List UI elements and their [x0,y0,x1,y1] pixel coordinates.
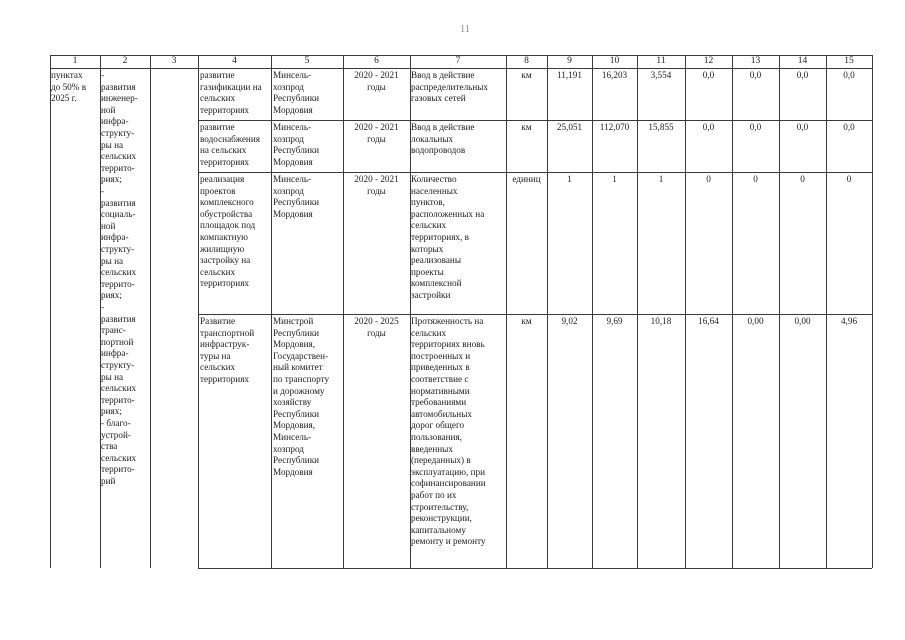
indicator-text: локальных [411,133,454,144]
direction-text-line: - благо- [101,418,131,428]
value-cell: 1 [612,174,617,184]
column-number: 10 [609,56,620,66]
indicator-text: капитальному [411,524,466,535]
column-number: 1 [72,56,78,66]
activity-text: развитие [200,70,235,80]
column-number: 3 [171,56,177,66]
period-text: 2020 - 2021 [354,70,399,80]
column-number: 14 [797,56,808,66]
indicator-text: введенных [411,443,453,454]
indicator-text: пользования, [411,432,462,442]
value-cell: 0,0 [796,70,809,80]
column-border [198,55,199,568]
goal-text-line: пунктах [51,70,83,80]
indicator-text: водопроводов [411,145,466,156]
direction-text-line: структу- [101,128,135,138]
period-text: годы [367,81,386,92]
value-cell: 9,69 [606,316,623,326]
column-number: 9 [567,56,572,66]
value-cell: 10,18 [650,316,672,326]
value-cell: 0 [800,174,805,184]
direction-text-line: риях; [101,406,122,417]
indicator-text: территориях, в [411,232,469,242]
activity-text: площадок под [200,220,256,231]
indicator-text: строительству, [411,501,469,512]
direction-text-line: - [101,70,105,80]
indicator-text: нормативными [411,385,470,396]
executor-text: Минстрой [273,316,314,326]
direction-text-line: ной [101,104,116,115]
indicator-text: застройки [411,290,451,300]
executor-text: Мордовия, [273,420,316,431]
column-number: 6 [374,56,379,66]
activity-text: обустройства [200,208,253,219]
indicator-text: Количество [411,174,457,184]
executor-text: Республики [273,93,320,104]
unit-text: км [521,316,532,326]
indicator-text: работ по их [411,490,457,500]
column-number: 15 [844,56,854,66]
column-number: 8 [524,56,529,66]
activity-text: водоснабжения [200,133,260,144]
direction-text-line: террито- [101,464,135,475]
executor-text: Мордовия [273,156,313,167]
indicator-text: реконструкции, [411,513,472,524]
activity-text: застройку на [200,255,251,266]
direction-text-line: устрой- [101,429,131,440]
executor-text: Республики [273,145,320,156]
indicator-text: комплексной [411,278,462,289]
value-cell: 0,0 [702,70,715,80]
direction-text-line: инфра- [101,232,129,243]
direction-text-line: ства [101,441,118,452]
value-cell: 25,051 [556,122,583,132]
period-text: 2020 - 2021 [354,122,399,132]
column-number: 11 [656,56,666,66]
indicator-text: (переданных) в [411,455,471,466]
direction-text-line: ры на [101,371,124,382]
indicator-text: территориях вновь [411,339,485,350]
activity-text: проектов [200,185,236,196]
page-number: 11 [460,24,470,35]
direction-text-line: - [101,186,105,196]
executor-text: по транспорту [273,374,330,384]
executor-text: Республики [273,327,320,338]
value-cell: 0,00 [794,316,811,326]
column-border [271,55,272,568]
indicator-text: газовых сетей [411,93,466,104]
value-cell: 4,96 [840,316,858,326]
value-cell: 3,554 [650,70,672,80]
indicator-text: сельских [411,327,447,338]
value-cell: 0 [753,174,758,184]
period-text: годы [367,327,386,338]
row-divider [198,172,872,173]
executor-text: Минсель- [273,174,312,184]
column-border [50,55,51,568]
unit-text: км [521,70,532,80]
executor-text: Мордовия [273,466,313,477]
activity-text: реализация [200,174,245,184]
indicator-text: пунктов, [411,197,445,208]
column-number: 2 [122,56,128,66]
value-cell: 1 [658,174,664,184]
goal-text-line: до 50% в [51,81,87,92]
activity-text: на сельских [200,145,247,156]
column-number: 12 [703,56,714,66]
indicator-text: автомобильных [411,408,472,419]
executor-text: Минсель- [273,70,312,80]
value-cell: 0,0 [749,70,762,80]
direction-text-line: инфра- [101,348,129,359]
indicator-text: дорог общего [411,420,465,431]
direction-text-line: транс- [101,325,126,336]
goal-text-line: 2025 г. [51,93,77,104]
direction-text-line: ной [101,220,116,231]
activity-text: развитие [200,122,235,132]
executor-text: Минсель- [273,122,312,132]
period-text: 2020 - 2025 [354,316,399,326]
executor-text: Минсель- [273,432,312,442]
activity-text: сельских [200,362,236,373]
executor-text: хозпрод [273,443,304,454]
value-cell: 9,02 [561,316,578,326]
executor-text: хозпрод [273,133,304,144]
indicator-text: требованиями [411,397,467,408]
period-text: 2020 - 2021 [354,174,399,184]
direction-text-line: сельских [101,452,137,463]
period-text: годы [367,185,386,196]
direction-text-line: террито- [101,278,135,289]
direction-text-line: - [101,302,105,312]
column-number: 4 [232,56,237,66]
indicator-text: Ввод в действие [411,70,475,80]
executor-text: Государствен- [273,350,329,361]
indicator-text: которых [411,243,444,254]
direction-text-line: сельских [101,383,137,394]
direction-text-line: социаль- [101,209,136,220]
value-cell: 0,0 [796,122,809,132]
direction-text-line: риях; [101,290,122,301]
column-number: 13 [750,56,761,66]
row-divider [198,120,872,121]
executor-text: Республики [273,197,320,208]
activity-text: компактную [200,232,248,242]
direction-text-line: ры на [101,255,124,266]
direction-text-line: риях; [101,174,122,185]
indicator-text: населенных [411,185,458,196]
executor-text: и дорожному [273,385,325,396]
direction-text-line: террито- [101,394,135,405]
direction-text-line: инфра- [101,116,129,127]
activity-text: сельских [200,93,236,104]
value-cell: 0,0 [843,122,855,132]
header-bottom-border [50,68,872,69]
activity-text: жилищную [200,243,245,254]
column-border [872,55,873,568]
value-cell: 15,855 [648,122,674,132]
value-cell: 0 [706,174,711,184]
direction-text-line: развития [101,313,136,324]
direction-text-line: портной [101,336,134,347]
executor-text: Республики [273,408,320,419]
executor-text: ный комитет [273,362,323,373]
indicator-text: приведенных в [411,362,470,373]
value-cell: 0,0 [702,122,715,132]
column-number: 7 [455,56,461,66]
executor-text: Мордовия [273,104,313,115]
activity-text: Развитие [200,316,236,326]
value-cell: 0,0 [843,70,855,80]
direction-text-line: инженер- [101,93,138,104]
executor-text: Мордовия, [273,339,316,350]
indicator-text: сельских [411,220,447,231]
value-cell: 0,0 [749,122,762,132]
value-cell: 0 [846,174,852,184]
indicator-text: соответствие с [411,374,469,384]
value-cell: 0,00 [747,316,764,326]
direction-text-line: сельских [101,267,137,278]
activity-text: газификации на [200,81,262,92]
direction-text-line: рий [101,476,116,486]
direction-text-line: ры на [101,139,124,150]
activity-text: сельских [200,266,236,277]
indicator-text: эксплуатацию, при [411,466,485,477]
executor-text: Республики [273,455,320,466]
direction-text-line: сельских [101,151,137,162]
indicator-text: софинансировании [411,478,486,489]
activity-text: территориях [200,156,250,167]
indicator-text: построенных и [411,350,471,361]
activity-text: туры на [200,350,231,361]
period-text: годы [367,133,386,144]
value-cell: 16,64 [698,316,719,326]
activity-text: территориях [200,104,250,115]
column-border [150,55,151,568]
executor-text: хозпрод [273,81,304,92]
value-cell: 1 [567,174,572,184]
activity-text: инфраструк- [200,339,250,350]
row-divider [198,314,872,315]
executor-text: хозпрод [273,185,304,196]
direction-text-line: структу- [101,360,135,370]
direction-text-line: структу- [101,244,135,254]
direction-text-line: развития [101,197,136,208]
activity-text: транспортной [200,327,255,338]
indicator-text: ремонту и ремонту [411,536,486,547]
indicator-text: Ввод в действие [411,122,475,132]
executor-text: хозяйству [273,397,312,408]
direction-text-line: террито- [101,162,135,173]
indicator-text: Протяженность на [411,316,484,326]
table-bottom-border [198,568,872,569]
executor-text: Мордовия [273,208,313,219]
indicator-text: распределительных [411,81,489,92]
value-cell: 16,203 [601,70,628,80]
unit-text: единиц [512,174,541,184]
column-number: 5 [304,56,310,66]
direction-text-line: развития [101,81,136,92]
indicator-text: расположенных на [411,208,485,219]
indicator-text: проекты [411,266,444,277]
activity-text: территориях [200,374,250,384]
indicator-text: реализованы [411,255,461,266]
value-cell: 112,070 [599,122,630,132]
unit-text: км [521,122,532,132]
activity-text: территориях [200,278,250,289]
activity-text: комплексного [200,197,254,208]
value-cell: 11,191 [557,70,582,80]
